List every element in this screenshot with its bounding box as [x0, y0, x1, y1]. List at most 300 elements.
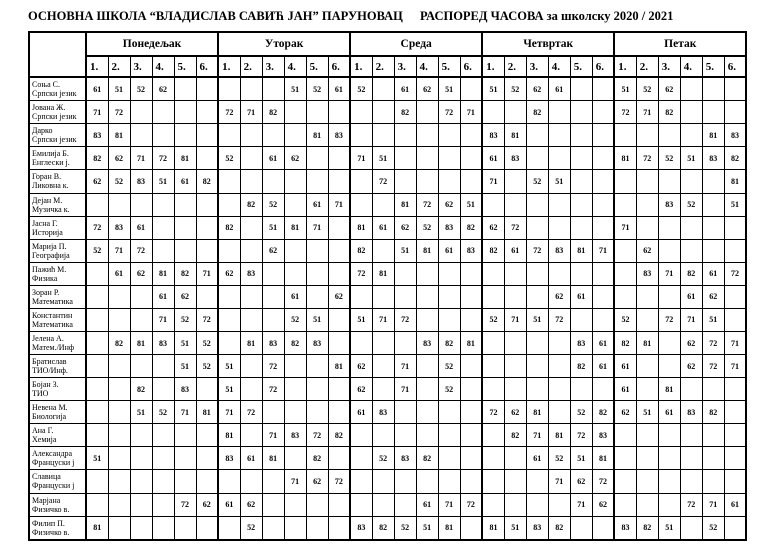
class-cell: [86, 470, 108, 493]
class-cell: 62: [614, 401, 636, 424]
class-cell: [196, 77, 218, 101]
class-cell: 81: [196, 401, 218, 424]
class-cell: [592, 262, 614, 285]
class-cell: [614, 170, 636, 193]
class-cell: [504, 170, 526, 193]
class-cell: 51: [416, 516, 438, 540]
class-cell: [526, 262, 548, 285]
class-cell: 82: [680, 262, 702, 285]
period-header: 3.: [658, 56, 680, 77]
class-cell: 71: [636, 101, 658, 124]
class-cell: 83: [548, 239, 570, 262]
class-cell: 71: [240, 101, 262, 124]
class-cell: [218, 193, 240, 216]
class-cell: [702, 101, 724, 124]
class-cell: [372, 424, 394, 447]
class-cell: 72: [394, 308, 416, 331]
class-cell: [394, 331, 416, 354]
class-cell: 61: [350, 401, 372, 424]
table-row: [29, 308, 746, 331]
class-cell: 71: [702, 493, 724, 516]
class-cell: [438, 147, 460, 170]
class-cell: [460, 378, 482, 401]
class-cell: 82: [614, 331, 636, 354]
class-cell: 62: [240, 493, 262, 516]
class-cell: [284, 170, 306, 193]
class-cell: [504, 101, 526, 124]
class-cell: [636, 124, 658, 147]
class-cell: [614, 239, 636, 262]
class-cell: 62: [350, 378, 372, 401]
class-cell: 52: [196, 331, 218, 354]
class-cell: [482, 493, 504, 516]
class-cell: [240, 124, 262, 147]
class-cell: 52: [86, 239, 108, 262]
class-cell: [86, 493, 108, 516]
class-cell: 81: [724, 170, 746, 193]
class-cell: [724, 239, 746, 262]
class-cell: [614, 124, 636, 147]
class-cell: [240, 170, 262, 193]
class-cell: 71: [196, 262, 218, 285]
class-cell: 72: [460, 493, 482, 516]
class-cell: 51: [218, 378, 240, 401]
teacher-subject: Српски језик: [32, 135, 77, 145]
class-cell: 61: [284, 285, 306, 308]
class-cell: [262, 77, 284, 101]
teacher-subject: Физичко в.: [32, 504, 70, 514]
class-cell: 82: [460, 216, 482, 239]
class-cell: 71: [152, 308, 174, 331]
class-cell: [152, 447, 174, 470]
class-cell: [438, 424, 460, 447]
class-cell: 83: [130, 170, 152, 193]
table-row: [29, 216, 746, 239]
teacher-cell: [29, 239, 86, 262]
class-cell: [636, 493, 658, 516]
class-cell: [416, 308, 438, 331]
class-cell: [174, 124, 196, 147]
class-cell: 81: [504, 124, 526, 147]
teacher-cell: [29, 193, 86, 216]
class-cell: [284, 239, 306, 262]
class-cell: 81: [174, 147, 196, 170]
class-cell: 51: [658, 516, 680, 540]
class-cell: [174, 77, 196, 101]
class-cell: 71: [394, 378, 416, 401]
class-cell: 61: [416, 493, 438, 516]
class-cell: [130, 470, 152, 493]
class-cell: 82: [394, 101, 416, 124]
class-cell: 71: [86, 101, 108, 124]
class-cell: [306, 239, 328, 262]
class-cell: [592, 378, 614, 401]
class-cell: 62: [328, 285, 350, 308]
class-cell: [306, 493, 328, 516]
class-cell: 61: [394, 77, 416, 101]
class-cell: [504, 355, 526, 378]
class-cell: [504, 447, 526, 470]
class-cell: 62: [504, 401, 526, 424]
class-cell: 82: [372, 516, 394, 540]
teacher-cell: [29, 216, 86, 239]
class-cell: [526, 331, 548, 354]
class-cell: [724, 216, 746, 239]
class-cell: [658, 493, 680, 516]
school-name: ОСНОВНА ШКОЛА “ВЛАДИСЛАВ САВИЋ ЈАН” ПАРУНОВАЦ: [28, 9, 403, 23]
class-cell: [614, 493, 636, 516]
class-cell: [438, 401, 460, 424]
class-cell: 83: [152, 331, 174, 354]
class-cell: 71: [262, 424, 284, 447]
class-cell: 61: [570, 285, 592, 308]
class-cell: 62: [702, 285, 724, 308]
class-cell: 51: [218, 355, 240, 378]
class-cell: 82: [570, 355, 592, 378]
class-cell: [614, 424, 636, 447]
class-cell: 52: [570, 401, 592, 424]
table-row: [29, 239, 746, 262]
class-cell: 71: [548, 470, 570, 493]
class-cell: 83: [240, 262, 262, 285]
class-cell: 81: [372, 262, 394, 285]
class-cell: 62: [108, 147, 130, 170]
class-cell: 71: [724, 355, 746, 378]
class-cell: [328, 516, 350, 540]
class-cell: [394, 285, 416, 308]
class-cell: [218, 285, 240, 308]
class-cell: 83: [108, 216, 130, 239]
period-header: 5.: [702, 56, 724, 77]
class-cell: 61: [174, 170, 196, 193]
class-cell: 72: [548, 308, 570, 331]
class-cell: [350, 193, 372, 216]
class-cell: 52: [394, 516, 416, 540]
class-cell: 83: [636, 262, 658, 285]
class-cell: [680, 101, 702, 124]
class-cell: [306, 516, 328, 540]
class-cell: 51: [130, 401, 152, 424]
class-cell: 83: [86, 124, 108, 147]
class-cell: 51: [548, 170, 570, 193]
class-cell: 72: [680, 493, 702, 516]
class-cell: [460, 470, 482, 493]
class-cell: [504, 193, 526, 216]
teacher-cell: [29, 101, 86, 124]
class-cell: [526, 216, 548, 239]
class-cell: 83: [504, 147, 526, 170]
class-cell: 61: [372, 216, 394, 239]
class-cell: 83: [306, 331, 328, 354]
class-cell: 81: [306, 124, 328, 147]
teacher-cell: [29, 516, 86, 540]
class-cell: 83: [284, 424, 306, 447]
period-header: 6.: [592, 56, 614, 77]
class-cell: [460, 147, 482, 170]
class-cell: [658, 285, 680, 308]
class-cell: [174, 424, 196, 447]
class-cell: [262, 493, 284, 516]
class-cell: [130, 124, 152, 147]
class-cell: [152, 193, 174, 216]
class-cell: [614, 447, 636, 470]
class-cell: 83: [614, 516, 636, 540]
class-cell: 71: [306, 216, 328, 239]
class-cell: 51: [460, 193, 482, 216]
class-cell: [460, 124, 482, 147]
class-cell: [240, 308, 262, 331]
class-cell: 51: [284, 77, 306, 101]
class-cell: [526, 493, 548, 516]
class-cell: [416, 101, 438, 124]
class-cell: 61: [592, 331, 614, 354]
class-cell: 52: [350, 77, 372, 101]
class-cell: [108, 285, 130, 308]
class-cell: [416, 262, 438, 285]
class-cell: [108, 401, 130, 424]
class-cell: [438, 470, 460, 493]
class-cell: [636, 170, 658, 193]
period-header: 1.: [614, 56, 636, 77]
class-cell: 72: [108, 101, 130, 124]
class-cell: [460, 424, 482, 447]
class-cell: [174, 447, 196, 470]
class-cell: 61: [680, 285, 702, 308]
class-cell: 62: [350, 355, 372, 378]
class-cell: 83: [416, 331, 438, 354]
class-cell: [460, 447, 482, 470]
teacher-name: Александра: [32, 449, 73, 459]
class-cell: [328, 147, 350, 170]
class-cell: [394, 262, 416, 285]
class-cell: [636, 470, 658, 493]
class-cell: 51: [108, 77, 130, 101]
class-cell: 51: [350, 308, 372, 331]
teacher-cell: [29, 401, 86, 424]
class-cell: [724, 285, 746, 308]
class-cell: [108, 447, 130, 470]
class-cell: 61: [262, 147, 284, 170]
class-cell: [394, 493, 416, 516]
class-cell: [416, 424, 438, 447]
class-cell: [372, 101, 394, 124]
class-cell: 83: [680, 401, 702, 424]
class-cell: [152, 216, 174, 239]
class-cell: [218, 470, 240, 493]
class-cell: [504, 470, 526, 493]
class-cell: 83: [438, 216, 460, 239]
class-cell: [328, 401, 350, 424]
class-cell: 81: [284, 216, 306, 239]
class-cell: 81: [350, 216, 372, 239]
teacher-subject: Енглески ј.: [32, 158, 70, 168]
class-cell: [394, 470, 416, 493]
period-header: 4.: [416, 56, 438, 77]
class-cell: [350, 447, 372, 470]
class-cell: 61: [108, 262, 130, 285]
class-cell: 71: [460, 101, 482, 124]
class-cell: [614, 193, 636, 216]
teacher-cell: [29, 355, 86, 378]
class-cell: [152, 493, 174, 516]
class-cell: [658, 470, 680, 493]
class-cell: [636, 285, 658, 308]
class-cell: 72: [240, 401, 262, 424]
class-cell: 71: [394, 355, 416, 378]
class-cell: [130, 516, 152, 540]
class-cell: [130, 493, 152, 516]
class-cell: 83: [658, 193, 680, 216]
class-cell: [262, 401, 284, 424]
class-cell: [240, 239, 262, 262]
class-cell: [680, 447, 702, 470]
class-cell: [416, 355, 438, 378]
class-cell: 52: [438, 355, 460, 378]
class-cell: 71: [526, 424, 548, 447]
class-cell: [240, 355, 262, 378]
class-cell: [306, 401, 328, 424]
class-cell: [592, 516, 614, 540]
class-cell: 61: [614, 355, 636, 378]
class-cell: 82: [526, 101, 548, 124]
class-cell: 82: [328, 424, 350, 447]
class-cell: 52: [196, 355, 218, 378]
class-cell: [262, 516, 284, 540]
class-cell: [86, 355, 108, 378]
class-cell: 71: [482, 170, 504, 193]
class-cell: 82: [658, 101, 680, 124]
class-cell: 72: [636, 147, 658, 170]
class-cell: 52: [284, 308, 306, 331]
class-cell: [548, 193, 570, 216]
teacher-name: Дарко: [32, 126, 53, 136]
class-cell: [328, 101, 350, 124]
class-cell: [570, 193, 592, 216]
class-cell: [702, 470, 724, 493]
class-cell: 83: [702, 147, 724, 170]
class-cell: [350, 493, 372, 516]
class-cell: [152, 239, 174, 262]
class-cell: [636, 216, 658, 239]
class-cell: [702, 424, 724, 447]
class-cell: [86, 401, 108, 424]
class-cell: [86, 308, 108, 331]
class-cell: 52: [680, 193, 702, 216]
class-cell: [372, 355, 394, 378]
class-cell: 83: [592, 424, 614, 447]
class-cell: [350, 331, 372, 354]
class-cell: [240, 285, 262, 308]
day-header: Среда: [350, 32, 482, 56]
class-cell: [548, 262, 570, 285]
class-cell: [394, 424, 416, 447]
class-cell: 83: [526, 516, 548, 540]
teacher-cell: [29, 285, 86, 308]
class-cell: 72: [86, 216, 108, 239]
class-cell: [262, 262, 284, 285]
class-cell: [328, 447, 350, 470]
period-header: 6.: [196, 56, 218, 77]
class-cell: 62: [570, 470, 592, 493]
table-row: [29, 147, 746, 170]
teacher-name: Јелена А.: [32, 334, 64, 343]
class-cell: [460, 516, 482, 540]
period-header: 4.: [152, 56, 174, 77]
teacher-cell: [29, 262, 86, 285]
class-cell: [372, 124, 394, 147]
class-cell: [724, 101, 746, 124]
teacher-name: Славица: [32, 472, 61, 482]
schedule-title: РАСПОРЕД ЧАСОВА за школску 2020 / 2021: [420, 9, 674, 23]
class-cell: [680, 516, 702, 540]
period-header: 1.: [86, 56, 108, 77]
class-cell: 52: [240, 516, 262, 540]
class-cell: 72: [262, 378, 284, 401]
class-cell: [284, 516, 306, 540]
class-cell: 62: [658, 77, 680, 101]
class-cell: 72: [218, 101, 240, 124]
class-cell: [724, 516, 746, 540]
class-cell: [592, 285, 614, 308]
class-cell: [152, 516, 174, 540]
class-cell: [328, 262, 350, 285]
class-cell: [284, 378, 306, 401]
class-cell: [724, 470, 746, 493]
class-cell: [196, 239, 218, 262]
class-cell: [262, 285, 284, 308]
class-cell: 83: [724, 124, 746, 147]
class-cell: [86, 331, 108, 354]
class-cell: 62: [218, 262, 240, 285]
class-cell: [592, 124, 614, 147]
class-cell: 71: [504, 308, 526, 331]
class-cell: [614, 470, 636, 493]
class-cell: [218, 170, 240, 193]
class-cell: [196, 193, 218, 216]
teacher-name: Јована Ж.: [32, 103, 66, 113]
teacher-name: Ана Г.: [32, 426, 54, 436]
class-cell: 72: [658, 308, 680, 331]
class-cell: [130, 355, 152, 378]
class-cell: [394, 147, 416, 170]
teacher-name: Бојан З.: [32, 380, 59, 390]
class-cell: [526, 470, 548, 493]
class-cell: [658, 239, 680, 262]
class-cell: [152, 101, 174, 124]
class-cell: 52: [130, 77, 152, 101]
class-cell: [130, 308, 152, 331]
day-header: Понедељак: [86, 32, 218, 56]
class-cell: [240, 216, 262, 239]
class-cell: 71: [724, 331, 746, 354]
class-cell: 72: [614, 101, 636, 124]
class-cell: [86, 424, 108, 447]
class-cell: 52: [152, 401, 174, 424]
teacher-subject: Физичко в.: [32, 527, 70, 537]
class-cell: 52: [526, 170, 548, 193]
class-cell: 61: [306, 193, 328, 216]
class-cell: 82: [86, 147, 108, 170]
class-cell: 71: [438, 493, 460, 516]
class-cell: 82: [482, 239, 504, 262]
period-header: 1.: [482, 56, 504, 77]
period-header: 6.: [328, 56, 350, 77]
class-cell: 83: [350, 516, 372, 540]
class-cell: [548, 147, 570, 170]
table-row: [29, 77, 746, 101]
class-cell: [526, 285, 548, 308]
class-cell: [130, 101, 152, 124]
